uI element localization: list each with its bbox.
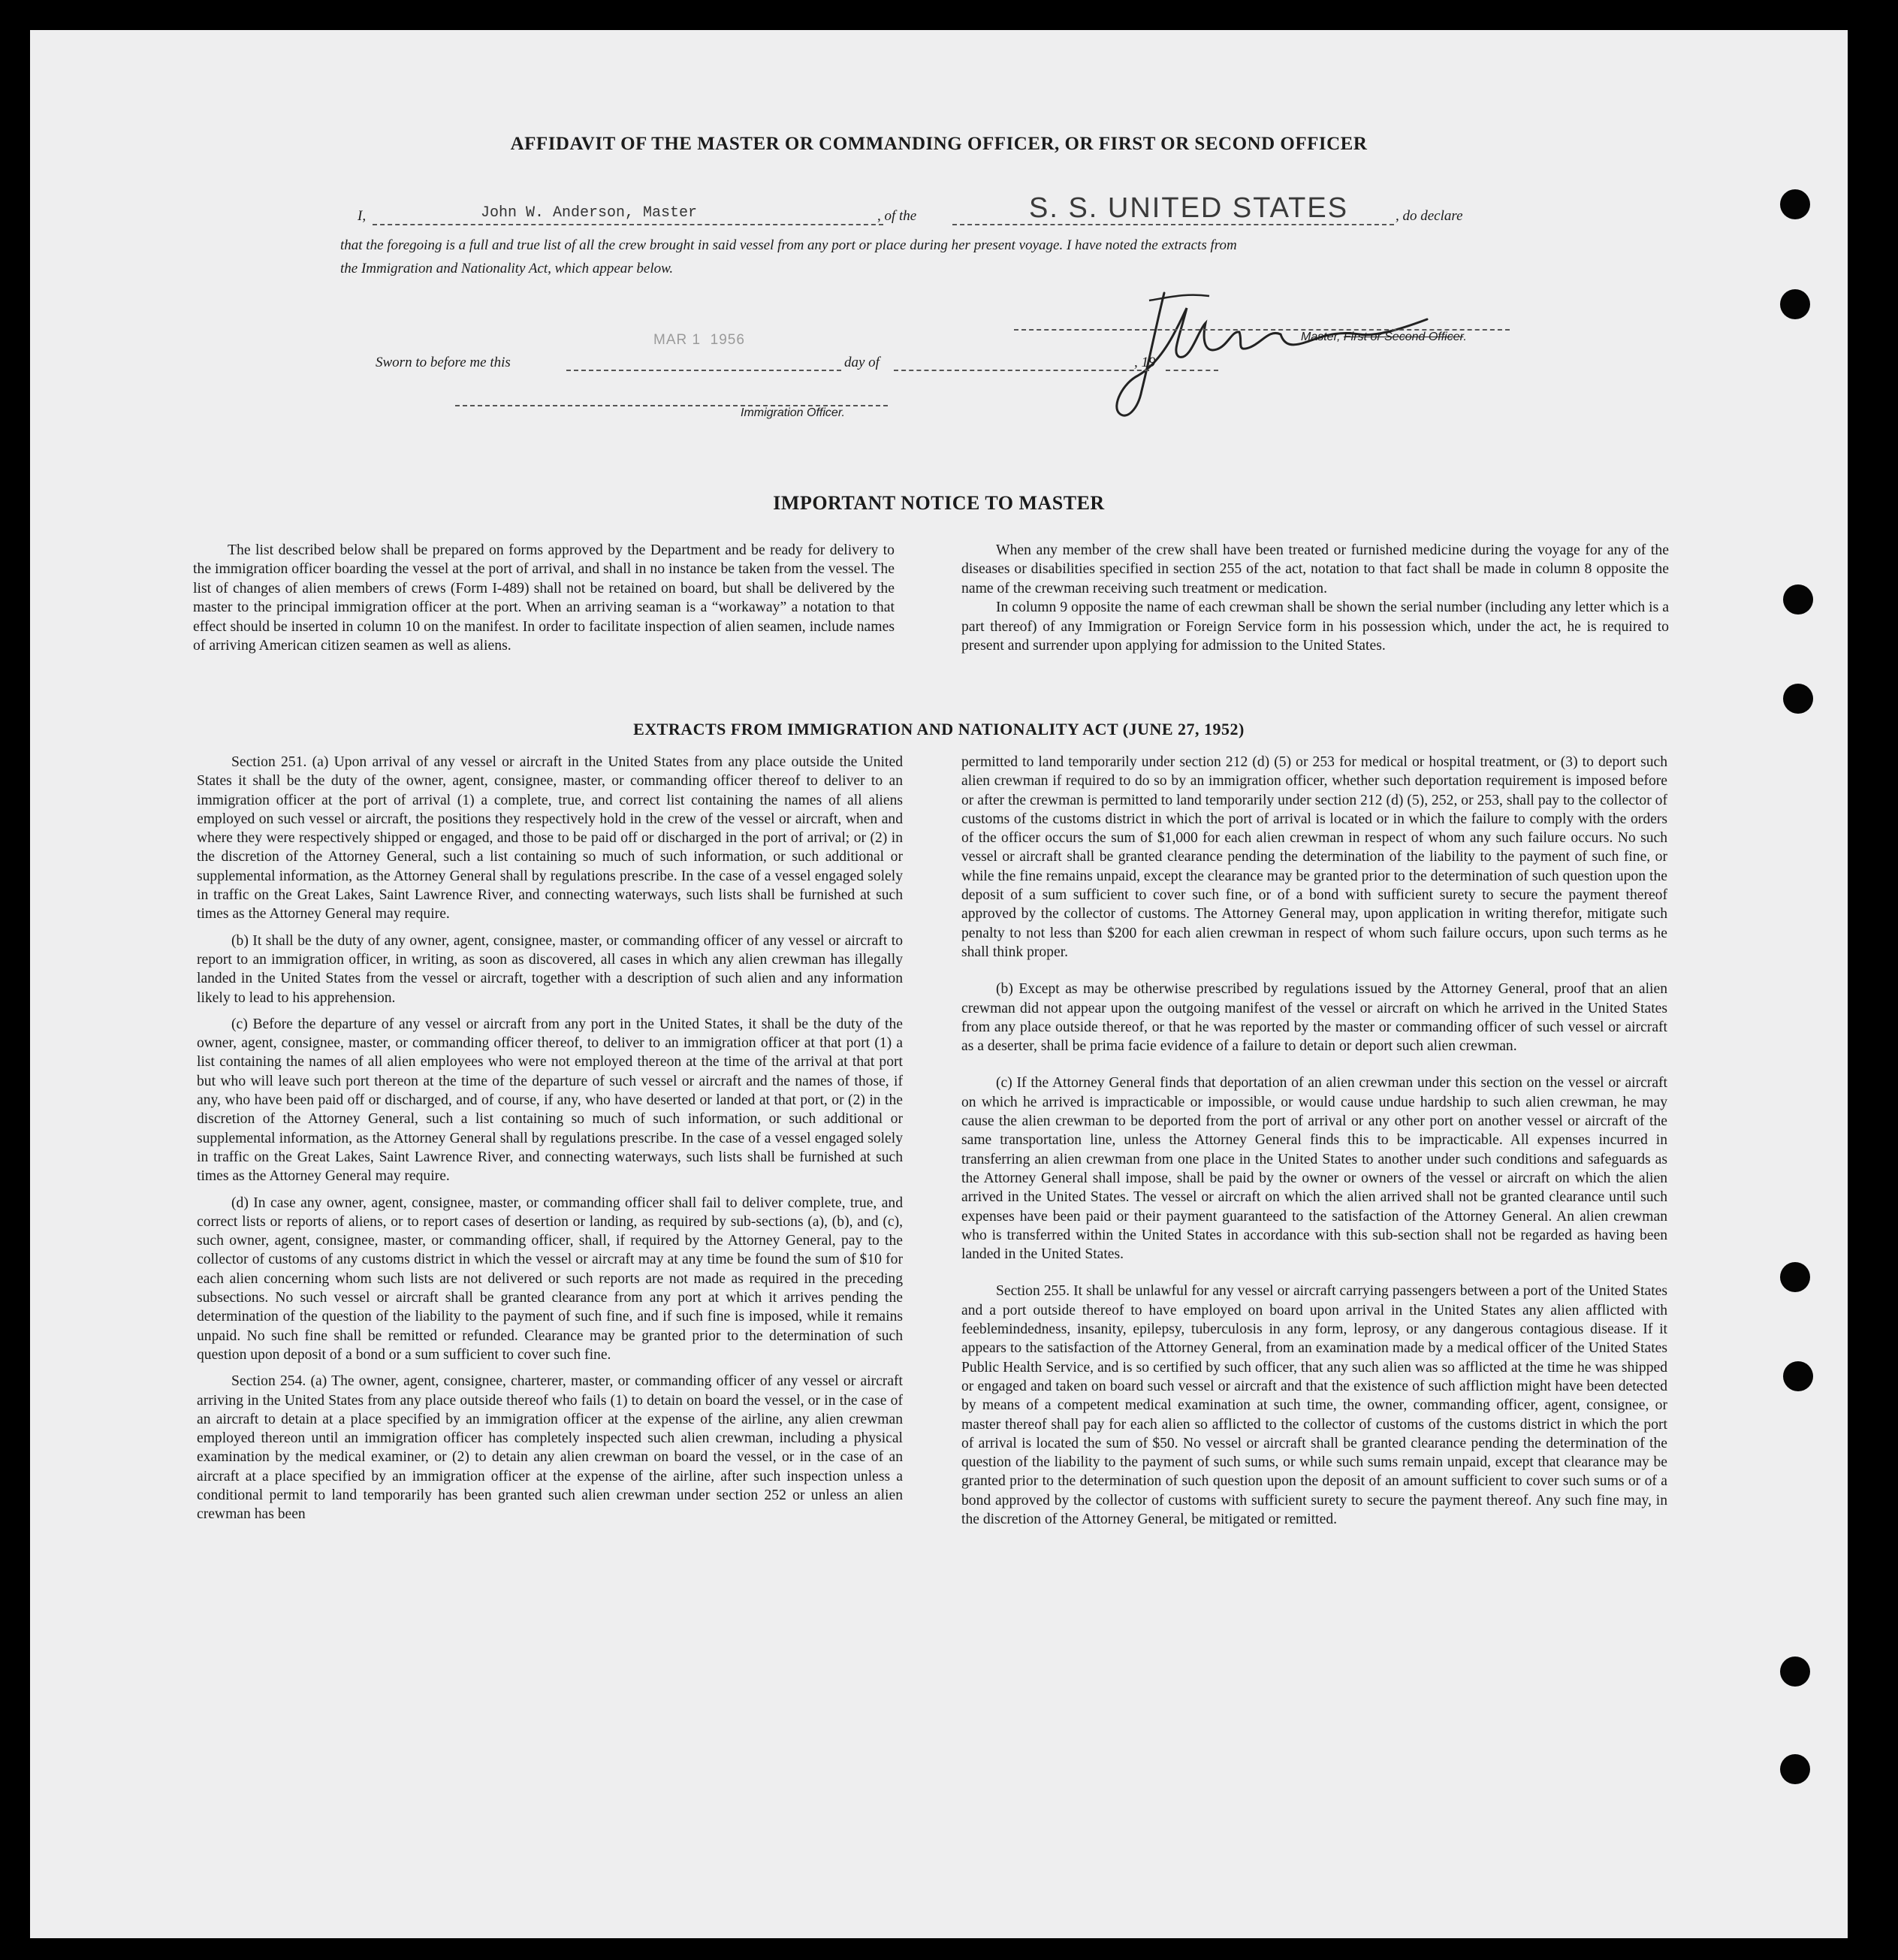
notice-left-column — [193, 541, 895, 655]
affidavit-title: AFFIDAVIT OF THE MASTER OR COMMANDING OFFICER, OR FIRST OR SECOND OFFICER — [510, 134, 1368, 154]
notice-paragraph: The list described below shall be prepared on forms approved by the Department and be ready for delivery to the immigration officer boarding the vessel at the port of arrival, and shall in no instance be taken from the vessel. The list of changes of alien members of crews (Form I-489) shall not be retained on board, but shall be delivered by the master to the principal immigration officer at the port. When an arriving seaman is a “workaway” a notation to that effect should be inserted in column 10 on the manifest. In order to facilitate inspection of alien seamen, include names of arriving American citizen seamen as well as aliens. — [193, 542, 895, 654]
extracts-right-column — [961, 753, 1667, 1529]
statute-paragraph: Section 255. It shall be unlawful for any vessel or aircraft carrying passengers between a port of the United States and a port outside thereof to have employed on board upon arrival in the United States any alien afflicted with feeblemindedness, insanity, epilepsy, tuberculosis in any form, leprosy, or any dangerous contagious disease. If it appears to the satisfaction of the Attorney General, from an examination made by a medical officer of the United States Public Health Service, and is so certified by such officer, that any such alien was so afflicted at the time he was shipped or engaged and taken on board such vessel or aircraft and that the existence of such affliction might have been detected by means of a competent medical examination at such time, the owner, commanding officer, agent, consignee, or master thereof shall pay for each alien so afflicted to the collector of customs of the customs district in which the port of arrival is located the sum of $50. No vessel or aircraft shall be granted clearance pending the determination of the question of the liability to the payment of such sums, or while such sums remain unpaid, except that clearance may be granted prior to the determination of such question upon the deposit of an amount sufficient to cover such sums or of a bond approved by the collector of customs with sufficient surety to secure the payment thereof. Any such fine may, in the discretion of the Attorney General, be mitigated or remitted. — [961, 1283, 1667, 1527]
notice-paragraph: In column 9 opposite the name of each crewman shall be shown the serial number (including any letter which is a part thereof) of any Immigration or Foreign Service form in his possession which, under the act, he is required to present and surrender upon applying for admission to the United States. — [961, 599, 1669, 654]
signature-caption-struck: First or Second Officer — [1343, 331, 1464, 343]
statute-paragraph: permitted to land temporarily under section 212 (d) (5) or 253 for medical or hospital treatment, or (3) to deport such alien crewman if required to do so by an immigration officer, whether such deportation requirement is imposed before or after the crewman is permitted to land temporarily under section 212 (d) (5), 252, or 253, shall pay to the collector of customs of the customs district in which the port of arrival is located or in which the failure to comply with the orders of the officer occurs the sum of $1,000 for each alien crewman in respect of whom any such failure occurs. No such vessel or aircraft shall be granted clearance pending the determination of the liability to the payment of such fine, or while the fine remains unpaid, except the clearance may be granted prior to the determination of such question upon the deposit of a sum sufficient to cover such fine, or of a bond with sufficient surety to secure the payment thereof approved by the collector of customs. The Attorney General may, upon application in writing therefor, mitigate such penalty to not less than $200 for each alien crewman in respect of whom such failure occurs, upon such terms as he shall think proper. — [961, 754, 1667, 960]
punch-hole-icon — [1780, 289, 1810, 319]
punch-hole-icon — [1780, 1656, 1810, 1687]
year-label: , 19 — [1134, 355, 1156, 370]
statute-paragraph: Section 254. (a) The owner, agent, consignee, charterer, master, or commanding officer of any vessel or aircraft arriving in the United States from any place outside thereof who fails (1) to detain on board the vessel, or in the case of an aircraft to detain at a place specified by an immigration officer at the expense of the airline, any alien crewman employed thereon until an immigration officer has completely inspected such alien crewman, including a physical examination by the medical examiner, or (2) to detain any alien crewman on board the vessel, or in the case of an aircraft at a place specified by an immigration officer at the expense of the airline, after such inspection unless a conditional permit to land temporarily has been granted such alien crewman under section 252 or unless an alien crewman has been — [197, 1373, 903, 1523]
immigration-officer-caption: Immigration Officer. — [741, 406, 845, 419]
punch-hole-icon — [1780, 1754, 1810, 1784]
signature-caption — [1301, 331, 1467, 344]
statute-paragraph: (d) In case any owner, agent, consignee, master, or commanding officer shall fail to deliver complete, true, and correct lists or reports of aliens, or to report cases of desertion or landing, as required by sub-sections (a), (b), and (c), such owner, agent, consignee, master, or commanding officer, shall, if required by the Attorney General, pay to the collector of customs of any customs district in which the vessel or aircraft may at any time be found the sum of $10 for each alien concerning whom such lists are not delivered or such reports are not made as required in the preceding subsections. No such vessel or aircraft shall be granted clearance from any port at which it arrives pending the determination of the question of the liability to the payment of such fine, and if such fine is imposed, while it remains unpaid. No such fine shall be remitted or refunded. Clearance may be granted prior to the determination of such question upon deposit of a bond or a sum sufficient to cover such fine. — [197, 1194, 903, 1363]
notice-title: IMPORTANT NOTICE TO MASTER — [773, 492, 1105, 514]
date-stamp: MAR 1 1956 — [653, 332, 745, 348]
document-page — [30, 30, 1848, 1938]
year-line — [1166, 368, 1218, 371]
signature-caption-master: Master, — [1301, 331, 1344, 343]
declarant-name: John W. Anderson, Master — [481, 204, 698, 222]
declaration-line-2: the Immigration and Nationality Act, which appear below. — [340, 261, 674, 276]
punch-hole-icon — [1780, 1262, 1810, 1292]
declarant-name-line — [373, 222, 883, 225]
punch-hole-icon — [1783, 584, 1813, 615]
i-label: I, — [358, 208, 367, 224]
extracts-left-column — [197, 753, 903, 1524]
notice-right-column — [961, 541, 1669, 655]
notice-paragraph: When any member of the crew shall have been treated or furnished medicine during the voyage for any of the diseases or disabilities specified in section 255 of the act, notation to that fact shall be made in column 8 opposite the name of the crewman receiving such treatment or medication. — [961, 542, 1669, 596]
punch-hole-icon — [1783, 1361, 1813, 1391]
statute-paragraph: (b) It shall be the duty of any owner, agent, consignee, master, or commanding officer of any vessel or aircraft to report to an immigration officer, in writing, as soon as discovered, all cases in which any alien crewman has illegally landed in the United States from the vessel or aircraft, together with a description of such alien and any information likely to lead to his apprehension. — [197, 932, 903, 1006]
statute-paragraph: (b) Except as may be otherwise prescribed by regulations issued by the Attorney General, proof that an alien crewman did not appear upon the outgoing manifest of the vessel or aircraft on which he arrived in the United States from any place outside thereof, or that he was reported by the master or commanding officer of such vessel or aircraft as a deserter, shall be prima facie evidence of a failure to detain or deport such alien crewman. — [961, 981, 1667, 1055]
signature-caption-suffix: . — [1463, 331, 1467, 343]
punch-hole-icon — [1780, 189, 1810, 219]
of-the-label: , of the — [877, 208, 917, 224]
statute-paragraph: (c) If the Attorney General finds that deportation of an alien crewman under this section on the vessel or aircraft on which he arrived is impracticable or impossible, or would cause undue hardship to such alien crewman, he may cause the alien crewman to be deported from the port of arrival or any other port on another vessel or aircraft of the same transportation line, unless the Attorney General finds this to be impracticable. All expenses incurred in transferring an alien crewman from one place in the United States to another under such conditions and safeguards as the Attorney General shall impose, shall be paid by the owner or owners of the vessel or aircraft on which the alien arrived in the United States. The vessel or aircraft on which the alien arrived shall not be granted clearance until such expenses have been paid or their payment guaranteed to the satisfaction of the Attorney General. An alien crewman who is transferred within the United States in accordance with this sub-section shall not be regarded as having been landed in the United States. — [961, 1075, 1667, 1263]
sworn-label: Sworn to before me this — [376, 355, 511, 370]
vessel-name-stamp: S. S. UNITED STATES — [1029, 192, 1349, 224]
do-declare-label: , do declare — [1396, 208, 1463, 224]
declaration-line-1: that the foregoing is a full and true list of all the crew brought in said vessel from any port or place during her present voyage. I have noted the extracts from — [340, 237, 1237, 253]
day-of-label: day of — [844, 355, 880, 370]
master-signature — [1067, 278, 1457, 428]
statute-paragraph: Section 251. (a) Upon arrival of any vessel or aircraft in the United States from any place outside the United States it shall be the duty of the owner, agent, consignee, master, or commanding officer thereof to deliver to an immigration officer at the port of arrival (1) a complete, true, and correct list containing the names of all aliens employed on such vessel or aircraft, the positions they respectively hold in the crew of the vessel or aircraft, when and where they were respectively shipped or engaged, and those to be paid off or discharged in the port of arrival; or (2) in the discretion of the Attorney General, such a list containing so much of such information, or such additional or supplemental information, as the Attorney General shall by regulations prescribe. In the case of a vessel engaged solely in traffic on the Great Lakes, Saint Lawrence River, and connecting waterways, such lists shall be furnished at such times as the Attorney General may require. — [197, 754, 903, 923]
sworn-day-line — [566, 368, 841, 371]
punch-hole-icon — [1783, 684, 1813, 714]
extracts-title: EXTRACTS FROM IMMIGRATION AND NATIONALITY ACT (JUNE 27, 1952) — [633, 720, 1245, 738]
month-line — [894, 368, 1149, 371]
statute-paragraph: (c) Before the departure of any vessel or aircraft from any port in the United States, it shall be the duty of the owner, agent, consignee, master, or commanding officer thereof, to deliver to an immigration officer at that port (1) a list containing the names of all alien employees who were not employed thereon at the time of the arrival at that port but who will leave such port thereon at the time of the departure of such vessel or aircraft and the names of those, if any, who have been paid off or discharged, and of course, if any, who have deserted or landed at that port, or (2) in the discretion of the Attorney General, such a list containing so much of such information, or such additional or supplemental information, as the Attorney General shall by regulations prescribe. In the case of a vessel engaged solely in traffic on the Great Lakes, Saint Lawrence River, and connecting waterways, such lists shall be furnished at such times as the Attorney General may require. — [197, 1016, 903, 1185]
